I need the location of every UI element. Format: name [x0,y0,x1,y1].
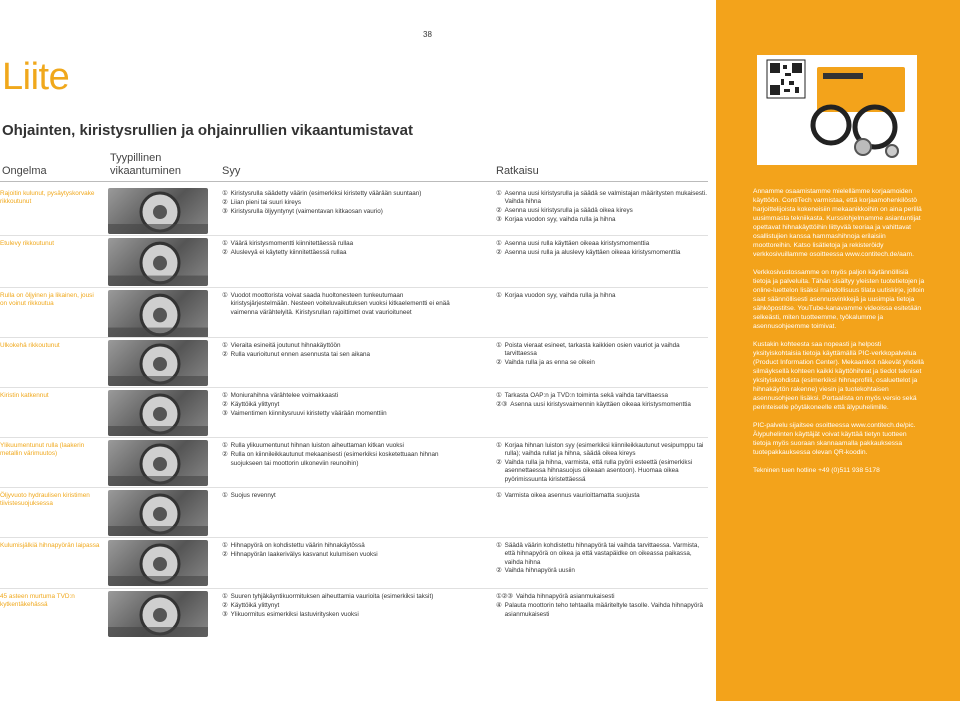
cause-item [222,410,454,418]
row-divider [0,235,708,236]
cause-list [222,342,454,360]
item-number: ① [496,292,502,299]
fix-item [496,542,710,567]
cause-item [222,551,454,559]
item-text: Väärä kiristysmomentti kiinnitettäessä rullaa [230,240,354,247]
page-subtitle: Ohjainten, kiristysrullien ja ohjainrullien vikaantumistavat [2,122,413,139]
item-number: ① [222,542,228,549]
header-cause: Syy [222,165,241,177]
row-divider [0,588,708,589]
item-text: Käyttöikä ylittynyt [230,400,280,408]
fix-item [496,292,710,300]
product-package-image [757,55,917,165]
item-text: Vieraita esineitä joutunut hihnakäyttöön [230,342,341,349]
cause-item [222,611,454,619]
item-number: ① [496,442,502,449]
fix-item [496,342,710,359]
cause-item [222,542,454,550]
sidebar-paragraph: Annamme osaamistamme mielellämme korjaamoiden käyttöön. ContiTech varmistaa, että korjaamohenkilöstö harjoittelijoista kokeneisiin mekaanikkoihin on aina perillä uusimmasta tekniikasta. Kurssiohjelmamme asiantuntijat opettavat hihnakäyttöihin liittyvää teoriaa ja vahittavat osallistujien kanssa hammashihnoja erilaisiin moottoreihin. Katso lisätietoja ja rekisteröidy verkkosivuillamme osoitteessa www.contitech.de/aam. [753,188,922,258]
fix-item [496,190,710,207]
item-number: ① [496,542,502,549]
fix-item [496,249,710,257]
cause-list [222,190,454,216]
cause-list [222,292,454,317]
item-number: ① [222,240,228,247]
item-number: ① [496,190,502,197]
failure-photo [108,591,208,637]
cause-list [222,593,454,619]
item-number: ② [222,601,228,609]
item-text: Asenna uusi rulla käyttäen oikeaa kiristysmomenttia [504,240,650,247]
fix-list [496,442,710,484]
cause-item [222,442,454,450]
item-text: Hihnapyörän laakerivälys kasvanut kulumisen vuoksi [230,551,378,559]
cause-item [222,593,454,601]
header-problem: Ongelma [2,165,47,177]
item-text: Rulla vaurioitunut ennen asennusta tai sen aikana [230,350,370,358]
fix-item [496,401,710,409]
item-text: Hihnapyörä on kohdistettu väärin hihnakäytössä [230,542,365,549]
fix-item [496,567,710,575]
cause-list [222,392,454,418]
cause-list [222,492,454,501]
failure-photo [108,540,208,586]
cause-item [222,392,454,400]
problem-label: Ylikuumentunut rulla (laakerin metallin värimuutos) [0,442,85,458]
sidebar-text [753,187,925,484]
page-title: Liite [2,56,70,98]
item-text: Tarkasta OAP:n ja TVD:n toiminta sekä vaihda tarvittaessa [504,392,668,399]
header-typical [110,152,181,178]
header-fix: Ratkaisu [496,165,539,177]
problem-label: Ulkokehä rikkoutunut [0,342,60,349]
fix-list [496,190,710,225]
item-text: Vuodot moottorista voivat saada huoltonesteen tunkeutumaan kiristysjärjestelmään. Nesteen voiteluvaikutuksen vuoksi kitkaelementti ei enää vaimenna värähtelyitä. Kiristysrullan rajoittimet ovat vaurioituneet [230,292,450,316]
cause-list [222,542,454,560]
item-number: ② [496,207,502,215]
item-number: ① [222,342,228,349]
fix-list [496,492,710,501]
fix-list [496,342,710,368]
row-divider [0,437,708,438]
failure-photo [108,290,208,338]
cause-item [222,351,454,359]
item-text: Asenna uusi kiristysrulla ja säädä se valmistajan määritysten mukaisesti. Vaihda hihna [504,190,707,206]
item-text: Rulla on kiinnileikkautunut mekaanisesti (esimerkiksi kosketettuaan hihnan suojukseen tai moottorin ulkoneviin reunoihin) [230,451,439,467]
item-text: Korjaa hihnan luiston syy (esimerkiksi kiinnileikkautunut vesipumppu tai rulla); vaihda rullat ja hihna, säädä oikea kireys [504,442,704,458]
problem-label: Öljyvuoto hydraulisen kiristimen tiivistesuojuksessa [0,492,90,508]
problem-label: Kiristin katkennut [0,392,49,399]
item-text: Palauta moottorin teho tehtaalla määriteltyle tasolle. Vaihda hihnapyörä asianmukaisesti [504,602,704,618]
cause-list [222,240,454,258]
header-typical-line2: vikaantuminen [110,165,181,177]
fix-item [496,240,710,248]
fix-item [496,359,710,367]
row-divider [0,287,708,288]
item-number: ① [222,492,228,499]
fix-item [496,207,710,215]
row-divider [0,487,708,488]
item-number: ① [222,190,228,197]
item-number: ① [496,392,502,399]
item-text: Suojus revennyt [230,492,276,499]
row-divider [0,337,708,338]
cause-item [222,208,454,216]
cause-item [222,249,454,257]
fix-list [496,542,710,576]
problem-label: Rajoitin kulunut, pysäytyskorvake rikkoutunut [0,190,95,206]
item-number: ② [496,359,502,367]
item-number: ① [222,442,228,449]
fix-list [496,292,710,301]
cause-item [222,190,454,198]
item-text: Poista vieraat esineet, tarkasta kaikkien osien vauriot ja vaihda tarvittaessa [504,342,680,358]
cause-item [222,401,454,409]
failure-photo [108,490,208,536]
item-text: Korjaa vuodon syy, vaihda rulla ja hihna [504,215,616,223]
cause-item [222,602,454,610]
fix-item [496,392,710,400]
cause-item [222,342,454,350]
item-number: ① [222,593,228,600]
item-number: ② [222,198,228,206]
fix-item [496,492,710,500]
problem-label: Etulevy rikkoutunut [0,240,54,247]
problem-label: Rulla on öljyinen ja likainen, jousi on voinut rikkoutua [0,292,94,308]
problem-label: Kulumisjälkiä hihnapyörän laipassa [0,542,100,549]
item-text: Vaihda rulla ja as enna se oikein [504,359,595,367]
fix-list [496,392,710,410]
item-number: ② [222,400,228,408]
item-number: ④ [496,602,502,610]
fix-item [496,442,710,459]
sidebar-paragraph: Verkkosivustossamme on myös paljon käytännöllisiä tietoja ja palveluita. Tähän sisältyy yleisten tuotetietojen ja online-luettelon lisäksi mahdollisuus tilata uutiskirje, jolloin saat säännöllisesti asennusvinkkejä ja uusimpia tietoja sähköpostitse. YouTube-kanavamme videoissa esitetään selkeästi, miten tuotteemme, työkalumme ja asennusohjeemme toimivat. [753,269,925,330]
item-text: Korjaa vuodon syy, vaihda rulla ja hihna [504,292,616,299]
item-text: Vaimentimen kiinnitysruuvi kiristetty väärään momenttiin [230,409,387,417]
item-number: ② [222,451,228,459]
failure-photo [108,238,208,286]
item-text: Ylikuormitus esimerkiksi lastuviritysken vuoksi [230,610,359,618]
item-text: Vaihda hihnapyörä asianmukaisesti [515,593,615,600]
item-number: ① [222,392,228,399]
cause-item [222,292,454,317]
item-text: Säädä väärin kohdistettu hihnapyörä tai vaihda tarvittaessa. Varmista, että hihnapyörä on oikea ja että vastapäidke on oikeassa paikassa, vaihda hihna [504,542,700,566]
header-rule [0,181,708,182]
item-text: Vaihda hihnapyörä uusiin [504,567,575,575]
fix-list [496,240,710,258]
fix-item [496,459,710,484]
item-text: Kiristysrulla säädetty väärin (esimerkiksi kiristetty väärään suuntaan) [230,190,422,197]
item-number: ③ [222,207,228,215]
item-text: Liian pieni tai suuri kireys [230,198,302,206]
row-divider [0,387,708,388]
item-number: ② [222,551,228,559]
failure-photo [108,390,208,436]
item-text: Varmista oikea asennus vaurioittamatta suojusta [504,492,640,499]
row-divider [0,537,708,538]
item-number: ② [496,459,502,467]
item-number: ③ [222,409,228,417]
item-text: Asenna uusi kiristysrulla ja säädä oikea kireys [504,207,633,215]
failure-photo [108,440,208,486]
item-number: ② [222,350,228,358]
sidebar-paragraph: Tekninen tuen hotline +49 (0)511 938 5178 [753,467,880,474]
item-text: Rulla ylikuumentunut hihnan luiston aiheuttaman kitkan vuoksi [230,442,404,449]
item-text: Suuren tyhjäkäyntikuormituksen aiheuttamia vaurioita (esimerkiksi taksit) [230,593,434,600]
item-number: ① [222,292,228,299]
fix-item [496,216,710,224]
sidebar-paragraph: Kustakin kohteesta saa nopeasti ja helposti yksityiskohtaisia tietoja käyttämällä PIC-verkkopalvelua (Product Information Center). Mekaanikot näkevät yhdellä silmäyksellä kohteen kaikki käyttöhihnat ja tiedot tekniset yksityiskohdista (esimerkiksi hihnaprofiili, osaluettelot ja hihnakäytön rakenne) viesin ja tuotekohtaisen asennusohjeen lisäksi. Portaalista on myös versio sekä perinteiselle pöytäkoneelle että älypuhelimille. [753,341,924,411]
item-number: ③ [496,215,502,223]
problem-label: 45 asteen murtuma TVD:n kytkentäkehässä [0,593,75,609]
item-number: ③ [222,610,228,618]
item-number: ① [496,342,502,349]
item-number: ① [496,240,502,247]
item-text: Asenna uusi kiristysvaimennin käyttäen oikeaa kiristysmomenttia [510,400,691,408]
item-text: Käyttöikä ylittynyt [230,601,280,609]
fix-item [496,602,710,619]
failure-photo [108,188,208,234]
item-text: Vaihda rulla ja hihna, varmista, että rulla pyörii esteettä (esimerkiksi asennettaessa hihnasuojus oikeaan asentoon). Huomaa oikea pyörimissuunta kiristettäessä [504,459,693,483]
item-number: ②③ [496,400,508,408]
failure-photo [108,340,208,386]
item-number: ① [496,492,502,499]
cause-item [222,240,454,248]
sidebar-paragraph: PIC-palvelu sijaitsee osoitteessa www.contitech.de/pic. Älypuhelinten käyttäjät voivat käyttää tietyn tuotteen tietoja myös suoraan skannaamalla pakkauksessa tuotepakkauksessa olevan QR-koodin. [753,422,916,456]
cause-list [222,442,454,468]
cause-item [222,451,454,468]
item-number: ② [496,567,502,575]
item-number: ② [222,248,228,256]
cause-item [222,492,454,500]
fix-item [496,593,710,601]
item-text: Asenna uusi rulla ja aluslevy käyttäen oikeaa kiristysmomenttia [504,248,681,256]
item-text: Kiristysrulla öljyyntynyt (vaimentavan kitkaosan vaurio) [230,207,383,215]
item-text: Aluslevyä ei käytetty kiinnitettäessä rullaa [230,248,347,256]
page-number: 38 [423,30,432,39]
item-number: ①②③ [496,593,513,600]
cause-item [222,199,454,207]
header-typical-line1: Tyypillinen [110,152,162,164]
item-text: Moniurahihna värähtelee voimakkaasti [230,392,339,399]
item-number: ② [496,248,502,256]
fix-list [496,593,710,619]
